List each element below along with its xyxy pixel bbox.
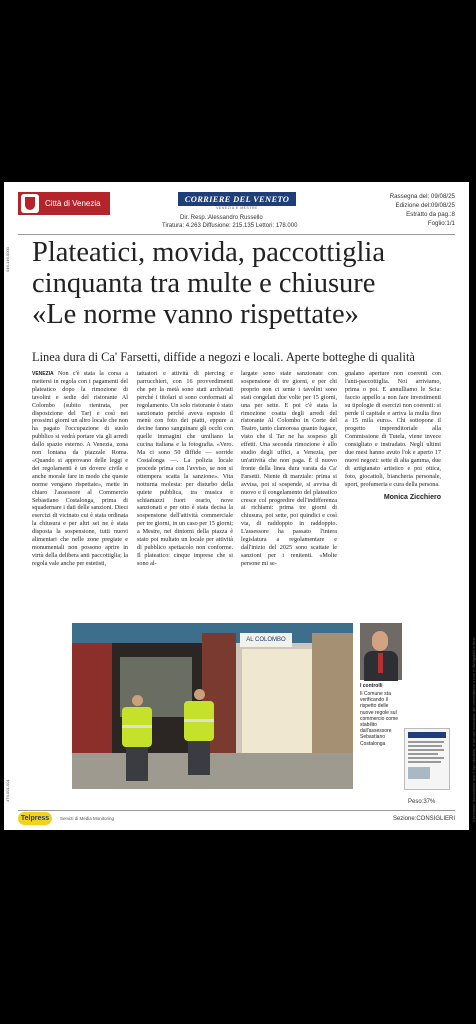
article-column-4 bbox=[345, 371, 441, 502]
clipping-info bbox=[390, 192, 455, 228]
director-line: Dir. Resp.:Alessandro Russello bbox=[180, 215, 263, 221]
side-legal-text: Il presente documento non è riproducibile, è ad uso esclusivo del committente e non è divulgabile a terzi. bbox=[471, 636, 476, 822]
masthead-logo: CORRIERE DEL VENETO bbox=[178, 192, 296, 206]
services-label: Servizi di Media Monitoring bbox=[60, 816, 115, 821]
article-body bbox=[32, 371, 444, 621]
footer-divider bbox=[18, 810, 455, 811]
edizione-date: Edizione del:09/08/25 bbox=[395, 202, 455, 209]
assessore-portrait bbox=[360, 623, 402, 680]
circulation-line: Tiratura: 4.263 Diffusione: 215.135 Lettori: 178.000 bbox=[162, 223, 298, 229]
photo-officer-2 bbox=[184, 689, 214, 775]
photo-shop-sign: AL COLOMBO bbox=[240, 633, 292, 647]
peso-label: Peso:37% bbox=[408, 799, 436, 805]
foglio-count: Foglio:1/1 bbox=[427, 220, 455, 227]
city-crest-icon bbox=[21, 194, 39, 213]
section-label: Sezione:CONSIGLIERI bbox=[392, 816, 455, 822]
photo-officer-1 bbox=[122, 695, 152, 781]
header-divider bbox=[18, 234, 455, 235]
headline-line-2: cinquanta tra multe e chiusure bbox=[32, 268, 376, 299]
caption-title: I controlli bbox=[360, 683, 383, 689]
masthead-subtitle: VENEZIA E MESTRE bbox=[216, 206, 258, 210]
city-logo bbox=[18, 192, 110, 215]
photo-doorway bbox=[242, 649, 312, 759]
headline-line-1: Plateatici, movida, paccottiglia bbox=[32, 237, 385, 268]
dateline: VENEZIA bbox=[32, 371, 54, 377]
press-clipping-page bbox=[4, 182, 476, 830]
telpress-logo: Telpress bbox=[18, 812, 52, 825]
rassegna-date: Rassegna del: 09/08/25 bbox=[389, 193, 455, 200]
column-2-text: tatuatori e attività di piercing e parrucchieri, con 16 provvedimenti che per la metà sono stati archiviati perché i titolari si sono conformati al regolamento. Un solo ristorante è stato sanzionato perché aveva esposto il menù con foto dei piatti, eppure a decine fanno sanguinare gli occhi con quelle immagini che umiliano la cucina italiana e la fotografia. «Vero. Ma ci sono 50 diffide — sorride Costalonga —. La polizia locale procede prima con l'avviso, se non si ottempera scatta la sanzione». Vita notturna molesta: per disturbo della quiete pubblica, tra musica e schiamazzi fuori orario, nove sanzionati e per otto è stata decisa la sospensione dell'attività commerciale per tre giorni, in un caso per 15 giorni; a Mestre, nei dintorni della piazza è stato poi multato un locale per attività di pubblico spettacolo non conforme. Il plateatico: cinque imprese che si sono al- bbox=[137, 371, 233, 567]
column-1-text: Non c'è stata la corsa a mettersi in regola con i pagamenti del plateatico dopo la rimozione di tavolini e sedie del ristorante Al Colombo (subito rientrata, per disposizione del Tar) e così nei prossimi giorni un altro locale che non ha pagato l'occupazione di suolo pubblico si vedrà portare via gli arredi dallo spazio esterno. A Venezia, zona non lontana da piazzale Roma. «Quando si approvano delle leggi e dei regolamenti è un dovere civile e anche morale fare in modo che queste norme vengano rispettate», mette in chiaro l'assessore al Commercio Sebastiano Costalonga, prima di squadernare i dati delle sanzioni. Dieci esercizi di vicinato cui è stata ordinata la chiusura e per altri sei ne è stata disposta la sospensione, tutti nuovi alimentari che nelle zone pregiate e monumentali non possono aprire in virtù della delibera anti paccottiglia; la regola vale anche per estetisti, bbox=[32, 371, 128, 567]
column-3-text: largate sono state sanzionate con sospensione di tre giorni, e per chi proprio non ci sente i tavolini sono stati congelati due volte per 15 giorni, una per sette. E poi c'è stata la rimozione coatta degli arredi del ristorante Al Colombo in Corte del Teatro, tanto clamorosa quanto fugace, visto che il Tar ne ha sospeso gli effetti. Una seconda rimozione è allo studio degli uffici, a Venezia, per un'attività che non paga. È il nuovo fronte della linea dura varata da Ca' Farsetti. Niente di marziale: prima si avvisa, poi si sospende, si avvisa di nuovo e il congelamento del plateatico cresce col progredire dell'indifferenza ai richiami: prima tre giorni di chiusura, poi sette, poi quindici e così via, di raddoppio in raddoppio. L'assessore ha passato l'intera legislatura a regolamentare e dall'inizio del 2025 sono scattate le sanzioni per i renitenti. «Molte persone mi se- bbox=[241, 371, 337, 567]
photo-red-wall bbox=[72, 643, 112, 753]
photo-right-wall bbox=[312, 633, 353, 763]
article-headline bbox=[32, 237, 452, 330]
caption-text: Il Comune sta verificando il rispetto delle nuove regole sul commercio come stabilito dall'assessore Sebastiano Costalonga bbox=[360, 691, 399, 747]
estratto-page: Estratto da pag.:8 bbox=[406, 211, 455, 218]
city-label: Città di Venezia bbox=[45, 199, 101, 208]
article-photo bbox=[72, 623, 353, 789]
headline-line-3: «Le norme vanno rispettate» bbox=[32, 299, 359, 330]
page-thumbnail bbox=[404, 728, 450, 790]
article-subheadline: Linea dura di Ca' Farsetti, diffide a negozi e locali. Aperte botteghe di qualità bbox=[32, 350, 415, 364]
newspaper-masthead bbox=[178, 192, 296, 210]
article-author: Monica Zicchiero bbox=[383, 493, 441, 501]
article-column-3 bbox=[241, 371, 337, 569]
article-column-2 bbox=[137, 371, 233, 569]
article-column-1 bbox=[32, 371, 128, 569]
column-4-text: gnalano aperture non coerenti con l'anti-paccottiglia. Noi arriviamo, prima o poi. E annulliamo le Scia: faccio appello a non fare investimenti su tipologie di esercizi non coerenti: si perde il capitale e arriva la multa fino a 15 mila euro». Chi sottopone il progetto imprenditoriale alla Commissione di Tutela, viene invece consigliato e instradato. Negli ultimi due mesi hanno avuto l'ok e aperto 17 nuovi negozi: sette di alta gamma, due di artigianato artistico e poi ottica, foto, giocattoli, biancheria personale, sport, profumeria e cura della persona. bbox=[345, 371, 441, 488]
side-code-bottom: 479-001-001 bbox=[5, 779, 10, 802]
side-code-top: 046-146-0000 bbox=[5, 247, 10, 272]
